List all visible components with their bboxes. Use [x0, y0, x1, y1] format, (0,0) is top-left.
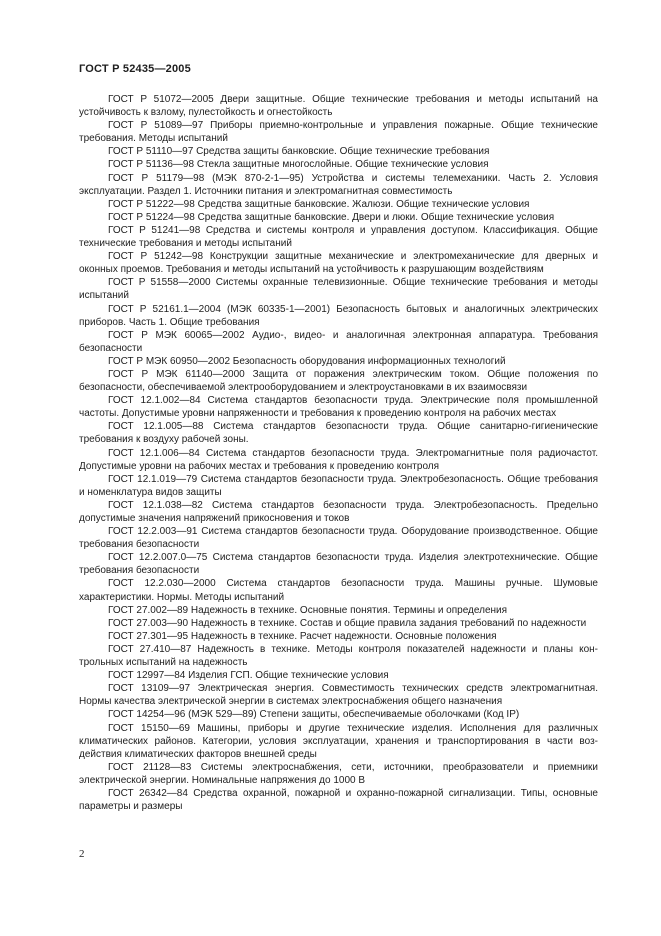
- reference-entry: ГОСТ Р 51136—98 Стекла защитные многослойные. Общие технические условия: [108, 159, 489, 171]
- document-header: ГОСТ Р 52435—2005: [79, 63, 191, 75]
- reference-entry: ГОСТ Р МЭК 60950—2002 Безопасность оборудования информационных технологий: [108, 355, 506, 367]
- reference-entry: ГОСТ 27.301—95 Надежность в технике. Расчет надежности. Основные положения: [108, 630, 497, 642]
- reference-entry: ГОСТ 12.1.002—84 Система стандартов безопасности труда. Электрические поля промышленной частоты. Допустимые уровни напряженности и требования к проведению контроля на рабочих местах: [79, 395, 598, 420]
- reference-entry: ГОСТ 15150—69 Машины, приборы и другие технические изделия. Исполнения для различных климатических районов. Категории, условия эксплуатации, хранения и транспортирования в части воздействия климатических факторов внешней среды: [79, 722, 598, 760]
- normative-references-list: [79, 93, 598, 813]
- reference-entry: ГОСТ Р МЭК 60065—2002 Аудио-, видео- и аналогичная электронная аппаратура. Требования безопасности: [79, 329, 598, 354]
- reference-entry: ГОСТ 27.410—87 Надежность в технике. Методы контроля показателей надежности и планы контрольных испытаний на надежность: [79, 643, 598, 669]
- reference-entry: ГОСТ Р 51110—97 Средства защиты банковские. Общие технические требования: [108, 146, 490, 158]
- reference-entry: ГОСТ 12.2.030—2000 Система стандартов безопасности труда. Машины ручные. Шумовые характеристики. Нормы. Методы испытаний: [79, 578, 598, 603]
- reference-entry: ГОСТ Р 51242—98 Конструкции защитные механические и электромеханические для дверных и оконных проемов. Требования и методы испытаний на устойчивость к разрушающим воздействиям: [79, 251, 598, 276]
- reference-entry: ГОСТ 27.003—90 Надежность в технике. Состав и общие правила задания требований по надежности: [108, 617, 587, 629]
- reference-entry: ГОСТ 12997—84 Изделия ГСП. Общие технические условия: [108, 670, 389, 682]
- reference-entry: ГОСТ 21128—83 Системы электроснабжения, сети, источники, преобразователи и приемники электрической энергии. Номинальные напряжения до 1000 В: [79, 761, 598, 786]
- reference-entry: ГОСТ 27.002—89 Надежность в технике. Основные понятия. Термины и определения: [108, 604, 508, 616]
- reference-entry: ГОСТ Р 51179—98 (МЭК 870-2-1—95) Устройства и системы телемеханики. Часть 2. Условия эксплуатации. Раздел 1. Источники питания и электромагнитная совместимость: [79, 172, 598, 197]
- reference-entry: ГОСТ 12.1.006—84 Система стандартов безопасности труда. Электромагнитные поля радиочастот. Допустимые уровни на рабочих местах и требования к проведению контроля: [79, 447, 598, 472]
- reference-entry: ГОСТ Р 51224—98 Средства защитные банковские. Двери и люки. Общие технические условия: [108, 211, 555, 223]
- reference-entry: ГОСТ Р 51222—98 Средства защитные банковские. Жалюзи. Общие технические условия: [108, 198, 530, 210]
- reference-entry: ГОСТ Р 52161.1—2004 (МЭК 60335-1—2001) Безопасность бытовых и аналогичных электрических приборов. Часть 1. Общие требования: [79, 303, 598, 328]
- reference-entry: ГОСТ 12.1.005—88 Система стандартов безопасности труда. Общие санитарно-гигиенические требования к воздуху рабочей зоны.: [79, 421, 598, 446]
- reference-entry: ГОСТ Р МЭК 61140—2000 Защита от поражения электрическим током. Общие положения по безопасности, обеспечиваемой электрооборудованием и электроустановками в их взаимосвязи: [79, 368, 598, 394]
- reference-entry: ГОСТ 12.1.019—79 Система стандартов безопасности труда. Электробезопасность. Общие требования и номенклатура видов защиты: [79, 473, 598, 498]
- reference-entry: ГОСТ 12.2.007.0—75 Система стандартов безопасности труда. Изделия электротехнические. Общие требования безопасности: [79, 552, 598, 577]
- reference-entry: ГОСТ 12.1.038—82 Система стандартов безопасности труда. Электробезопасность. Предельно допустимые значения напряжений прикосновения и токов: [79, 499, 598, 524]
- reference-entry: ГОСТ 14254—96 (МЭК 529—89) Степени защиты, обеспечиваемые оболочками (Код IP): [108, 709, 520, 721]
- reference-entry: ГОСТ Р 51241—98 Средства и системы контроля и управления доступом. Классификация. Общие технические требования и методы испытаний: [79, 224, 598, 250]
- reference-entry: ГОСТ 12.2.003—91 Система стандартов безопасности труда. Оборудование производственное. Общие требования безопасности: [79, 526, 598, 551]
- reference-entry: ГОСТ 26342—84 Средства охранной, пожарной и охранно-пожарной сигнализации. Типы, основные параметры и размеры: [79, 787, 598, 813]
- reference-entry: ГОСТ Р 51558—2000 Системы охранные телевизионные. Общие технические требования и методы испытаний: [79, 277, 598, 302]
- page-number: 2: [79, 848, 85, 860]
- reference-entry: ГОСТ Р 51089—97 Приборы приемно-контрольные и управления пожарные. Общие технические требования. Методы испытаний: [79, 120, 598, 145]
- reference-entry: ГОСТ 13109—97 Электрическая энергия. Совместимость технических средств электромагнитная. Нормы качества электрической энергии в системах электроснабжения общего назначения: [79, 683, 598, 708]
- reference-entry: ГОСТ Р 51072—2005 Двери защитные. Общие технические требования и методы испытаний на устойчивость к взлому, пулестойкость и огнестойкость: [79, 94, 598, 119]
